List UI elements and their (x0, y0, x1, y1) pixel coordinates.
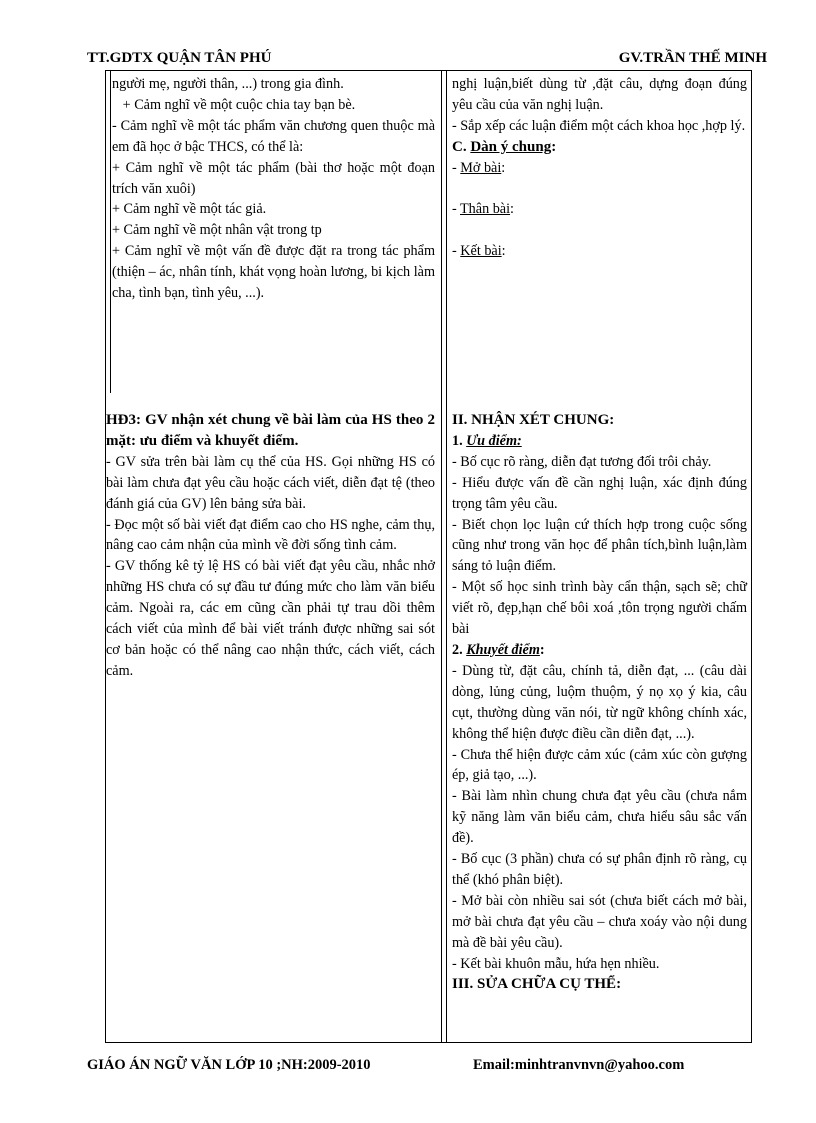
requirements-block (452, 74, 747, 262)
strengths-heading: 1. Ưu điểm: (452, 432, 522, 449)
activity-3-block (106, 410, 435, 682)
list-item: - Cảm nghĩ về một tác phẩm văn chương quen thuộc mà em đã học ở bậc THCS, có thể là: (112, 117, 435, 155)
list-item: + Cảm nghĩ về một tác giả. (112, 201, 267, 218)
list-item: + Cảm nghĩ về một nhân vật trong tp (112, 222, 322, 239)
list-item: - Đọc một số bài viết đạt điểm cao cho HS nghe, cảm thụ, nâng cao cảm nhận của mình về đời sống tình cảm. (106, 516, 435, 554)
list-item: + Cảm nghĩ về một vấn đề được đặt ra trong tác phẩm (thiện – ác, nhân tính, khát vọng hoàn lương, bi kịch làm cha, tình bạn, tình yêu, ...). (112, 243, 435, 302)
section-3-title: III. SỬA CHỮA CỤ THỂ: (452, 976, 622, 993)
list-item: - Chưa thể hiện được cảm xúc (cảm xúc còn gượng ép, giả tạo, ...). (452, 746, 747, 784)
list-item: - GV sửa trên bài làm cụ thể của HS. Gọi những HS có bài làm chưa đạt yêu cầu hoặc cách viết, diễn đạt tệ (theo đánh giá của GV) lên bảng sửa bài. (106, 453, 435, 512)
list-item: - Sắp xếp các luận điểm một cách khoa học ,hợp lý. (452, 117, 746, 134)
outline-conclusion: - Kết bài: (452, 243, 506, 260)
list-item: - Một số học sinh trình bày cẩn thận, sạch sẽ; chữ viết rõ, đẹp,hạn chế bôi xoá ,tôn trọng người chấm bài (452, 579, 747, 638)
essay-topic-list (112, 74, 435, 304)
activity-3-title: HĐ3: GV nhận xét chung về bài làm của HS theo 2 mặt: ưu điểm và khuyết điểm. (106, 412, 435, 449)
list-item: - Kết bài khuôn mẫu, hứa hẹn nhiều. (452, 955, 660, 972)
list-item: - Dùng từ, đặt câu, chính tả, diễn đạt, ... (câu dài dòng, lủng củng, luộm thuộm, ý nọ xọ ý kia, câu cụt, thường dùng văn nói, từ ngữ không chính xác, không thể hiện được điều cần diễn đạt, ...). (452, 662, 747, 742)
section-2-title: II. NHẬN XÉT CHUNG: (452, 412, 615, 428)
list-item: - GV thống kê tỷ lệ HS có bài viết đạt yêu cầu, nhắc nhở những HS chưa có sự đầu tư đúng mức cho làm văn biểu cảm. Ngoài ra, các em cũng cần phải tự trau dồi thêm cách viết của mình để bài viết tránh được những sai sót cơ bản hoặc có thể nâng cao nhận thức, cách viết, cách cảm. (106, 558, 435, 679)
column-divider-a (441, 71, 442, 1042)
lesson-content-column (446, 71, 751, 1042)
header-teacher: GV.TRẦN THẾ MINH (618, 50, 767, 66)
list-item: - Biết chọn lọc luận cứ thích hợp trong cuộc sống cũng như trong văn học để phân tích,bình luận,làm sáng tỏ luận điểm. (452, 516, 747, 575)
list-item: - Bài làm nhìn chung chưa đạt yêu cầu (chưa nắm kỹ năng làm văn biểu cảm, chưa hiểu sâu sắc vấn đề). (452, 788, 747, 847)
outline-intro: - Mở bài: (452, 159, 506, 176)
list-item: + Cảm nghĩ về một cuộc chia tay bạn bè. (112, 96, 356, 113)
outline-heading-text: Dàn ý chung (470, 138, 552, 155)
teacher-student-activity-column (106, 71, 441, 1042)
outline-body: - Thân bài: (452, 201, 514, 218)
footer-email: Email:minhtranvnvn@yahoo.com (473, 1057, 685, 1073)
list-item: - Bố cục (3 phần) chưa có sự phân định rõ ràng, cụ thể (khó phân biệt). (452, 851, 747, 888)
list-item: - Hiểu được vấn đề cần nghị luận, xác định đúng trọng tâm yêu cầu. (452, 474, 747, 512)
list-item: - Mở bài còn nhiều sai sót (chưa biết cách mở bài, mở bài chưa đạt yêu cầu – chưa xoáy vào nội dung mà đề bài yêu cầu). (452, 892, 747, 951)
header-school: TT.GDTX QUẬN TÂN PHÚ (87, 50, 272, 66)
list-item: người mẹ, người thân, ...) trong gia đình. (112, 76, 344, 92)
footer-course: GIÁO ÁN NGỮ VĂN LỚP 10 ;NH:2009-2010 (87, 1057, 371, 1073)
page-header (87, 50, 767, 70)
list-item: - Bố cục rõ ràng, diễn đạt tương đối trôi chảy. (452, 453, 712, 470)
lesson-table (105, 70, 752, 1043)
weaknesses-heading: 2. Khuyết điểm: (452, 641, 545, 658)
list-item: + Cảm nghĩ về một tác phẩm (bài thơ hoặc một đoạn trích văn xuôi) (112, 159, 435, 197)
outline-heading: C. Dàn ý chung: (452, 138, 557, 155)
list-item: nghị luận,biết dùng từ ,đặt câu, dựng đoạn đúng yêu cầu của văn nghị luận. (452, 76, 747, 113)
general-comments-block (452, 410, 747, 995)
